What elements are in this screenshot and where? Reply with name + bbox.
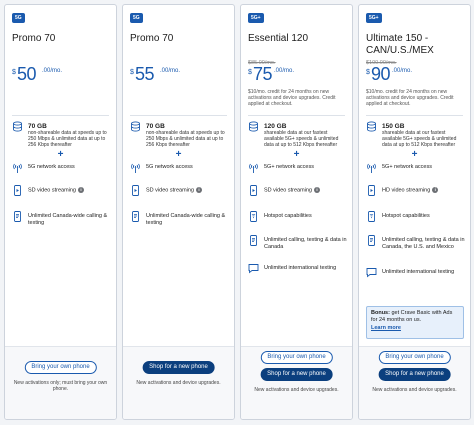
phone-chat-icon bbox=[366, 235, 377, 246]
credit-note: $10/mo. credit for 24 months on new activations and device upgrades. Credit applied at checkout. bbox=[366, 89, 454, 107]
card-footer bbox=[5, 346, 116, 419]
divider bbox=[248, 115, 345, 116]
network-badge: 5G bbox=[130, 13, 143, 23]
streaming-label: SD video streaming bbox=[146, 187, 194, 194]
streaming-label: HD video streaming bbox=[382, 187, 431, 194]
price-cents: .00/mo. bbox=[160, 68, 181, 74]
network-label: 5G+ network access bbox=[382, 164, 432, 170]
price-cents: .00/mo. bbox=[274, 68, 295, 74]
plan-name: Promo 70 bbox=[12, 33, 56, 44]
calling-label: Unlimited Canada-wide calling & texting bbox=[28, 213, 108, 226]
streaming-label: SD video streaming bbox=[28, 187, 76, 194]
footer-note: New activations and device upgrades. bbox=[372, 387, 457, 393]
hotspot-label: Hotspot capabilities bbox=[264, 213, 312, 219]
hotspot-icon bbox=[248, 211, 259, 222]
message-icon bbox=[248, 263, 259, 274]
plan-name: Ultimate 150 - CAN/U.S./MEX bbox=[366, 33, 434, 56]
plan-card-essential-120 bbox=[240, 4, 353, 420]
calling-label: Unlimited Canada-wide calling & texting bbox=[146, 213, 226, 226]
card-footer bbox=[359, 346, 470, 419]
antenna-icon bbox=[366, 162, 377, 173]
international-label: Unlimited international texting bbox=[264, 265, 337, 271]
price-amount: 90 bbox=[371, 64, 391, 84]
hotspot-label: Hotspot capabilities bbox=[382, 213, 430, 219]
plan-card-promo-70-new-phone bbox=[122, 4, 235, 420]
plan-card-ultimate-150 bbox=[358, 4, 471, 420]
message-icon bbox=[366, 267, 377, 278]
bonus-label: Bonus: bbox=[371, 310, 390, 316]
bring-your-own-phone-button[interactable]: Bring your own phone bbox=[260, 351, 332, 364]
plan-card-promo-70-byop bbox=[4, 4, 117, 420]
database-icon bbox=[130, 121, 141, 132]
footer-note: New activations and device upgrades. bbox=[136, 380, 221, 386]
calling-label: Unlimited calling, texting & data in Canada, the U.S. and Mexico bbox=[382, 237, 465, 250]
original-price: $100.00/mo. bbox=[366, 60, 397, 66]
original-price: $85.00/mo. bbox=[248, 60, 276, 66]
data-amount: 70 GB bbox=[146, 123, 165, 130]
price-currency: $ bbox=[248, 69, 252, 76]
price-currency: $ bbox=[12, 69, 16, 76]
data-description: non-shareable data at speeds up to 250 Mbps & unlimited data at up to 256 Kbps thereafter bbox=[28, 130, 107, 148]
plus-icon: + bbox=[57, 149, 64, 160]
network-badge: 5G bbox=[12, 13, 25, 23]
data-amount: 70 GB bbox=[28, 123, 47, 130]
price-currency: $ bbox=[130, 69, 134, 76]
bonus-text: get Crave Basic with Ads for 24 months on us. bbox=[371, 310, 453, 323]
bonus-offer bbox=[366, 306, 464, 339]
network-badge: 5G+ bbox=[248, 13, 264, 23]
price-cents: .00/mo. bbox=[42, 68, 63, 74]
antenna-icon bbox=[130, 162, 141, 173]
network-badge: 5G+ bbox=[366, 13, 382, 23]
network-label: 5G+ network access bbox=[264, 164, 314, 170]
info-icon[interactable]: i bbox=[314, 187, 320, 193]
bring-your-own-phone-button[interactable]: Bring your own phone bbox=[378, 351, 450, 364]
divider bbox=[12, 115, 109, 116]
plan-name: Promo 70 bbox=[130, 33, 174, 44]
plus-icon: + bbox=[411, 149, 418, 160]
network-label: 5G network access bbox=[146, 164, 193, 170]
data-description: shareable data at our fastest available 5G+ speeds & unlimited data at up to 512 Kbps thereafter bbox=[382, 130, 457, 148]
data-description: non-shareable data at speeds up to 250 Mbps & unlimited data at up to 256 Kbps thereafter bbox=[146, 130, 225, 148]
plus-icon: + bbox=[293, 149, 300, 160]
card-footer bbox=[241, 346, 352, 419]
credit-note: $10/mo. credit for 24 months on new activations and device upgrades. Credit applied at checkout. bbox=[248, 89, 336, 107]
learn-more-link[interactable]: Learn more bbox=[371, 325, 401, 331]
antenna-icon bbox=[12, 162, 23, 173]
database-icon bbox=[366, 121, 377, 132]
info-icon[interactable]: i bbox=[196, 187, 202, 193]
database-icon bbox=[248, 121, 259, 132]
plus-icon: + bbox=[175, 149, 182, 160]
phone-chat-icon bbox=[248, 235, 259, 246]
calling-label: Unlimited calling, texting & data in Canada bbox=[264, 237, 347, 250]
footer-note: New activations and device upgrades. bbox=[254, 387, 339, 393]
network-label: 5G network access bbox=[28, 164, 75, 170]
phone-video-icon bbox=[130, 185, 141, 196]
divider bbox=[366, 115, 463, 116]
phone-video-icon bbox=[12, 185, 23, 196]
antenna-icon bbox=[248, 162, 259, 173]
hotspot-icon bbox=[366, 211, 377, 222]
footer-note: New activations only; must bring your own phone. bbox=[13, 380, 108, 392]
phone-chat-icon bbox=[130, 211, 141, 222]
bring-your-own-phone-button[interactable]: Bring your own phone bbox=[24, 361, 96, 374]
database-icon bbox=[12, 121, 23, 132]
price-cents: .00/mo. bbox=[392, 68, 413, 74]
data-amount: 150 GB bbox=[382, 123, 405, 130]
phone-video-icon bbox=[366, 185, 377, 196]
price-currency: $ bbox=[366, 69, 370, 76]
shop-for-new-phone-button[interactable]: Shop for a new phone bbox=[142, 361, 215, 374]
shop-for-new-phone-button[interactable]: Shop for a new phone bbox=[378, 368, 451, 381]
card-footer bbox=[123, 346, 234, 419]
price-amount: 75 bbox=[253, 64, 273, 84]
shop-for-new-phone-button[interactable]: Shop for a new phone bbox=[260, 368, 333, 381]
data-description: shareable data at our fastest available 5G+ speeds & unlimited data at up to 512 Kbps thereafter bbox=[264, 130, 339, 148]
divider bbox=[130, 115, 227, 116]
phone-chat-icon bbox=[12, 211, 23, 222]
price-amount: 55 bbox=[135, 64, 155, 84]
streaming-label: SD video streaming bbox=[264, 187, 312, 194]
info-icon[interactable]: i bbox=[432, 187, 438, 193]
data-amount: 120 GB bbox=[264, 123, 287, 130]
info-icon[interactable]: i bbox=[78, 187, 84, 193]
plan-name: Essential 120 bbox=[248, 33, 309, 44]
phone-video-icon bbox=[248, 185, 259, 196]
price-amount: 50 bbox=[17, 64, 37, 84]
international-label: Unlimited international texting bbox=[382, 269, 455, 275]
